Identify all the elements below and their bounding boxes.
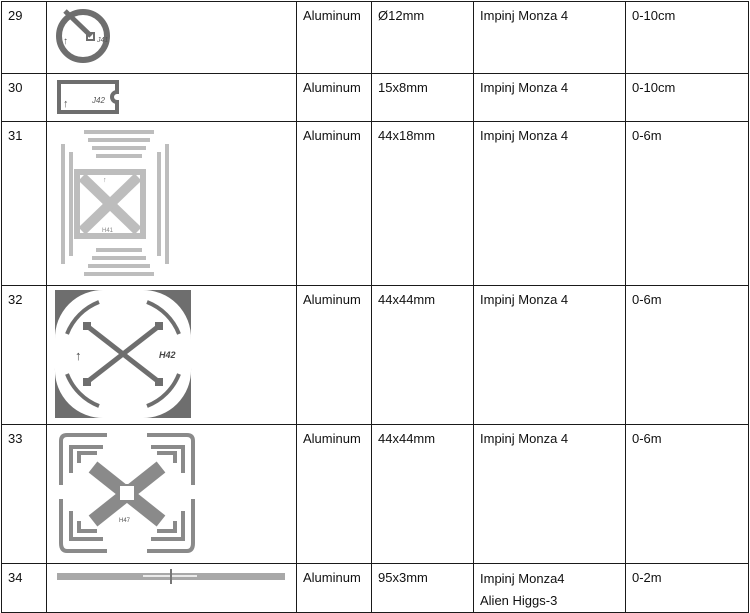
square-x-antenna-icon — [47, 286, 297, 424]
svg-text:H41: H41 — [102, 228, 114, 234]
chip-cell: Impinj Monza 4 — [474, 286, 626, 425]
meander-x-antenna-icon — [47, 425, 297, 563]
svg-text:↑: ↑ — [75, 348, 82, 363]
svg-text:H47: H47 — [119, 518, 131, 524]
svg-text:↑: ↑ — [63, 36, 68, 47]
chip-cell: Impinj Monza 4 — [474, 425, 626, 564]
dipole-x-antenna-icon — [47, 122, 297, 285]
strip-antenna-icon — [47, 564, 297, 611]
size-cell: 44x18mm — [372, 122, 474, 286]
chip-line: Impinj Monza4 — [480, 571, 565, 586]
table-row — [2, 2, 749, 74]
row-number: 34 — [2, 564, 47, 613]
material-cell: Aluminum — [297, 74, 372, 122]
tag-image-cell — [47, 564, 297, 613]
size-cell: 44x44mm — [372, 425, 474, 564]
chip-cell: Impinj Monza 4 — [474, 74, 626, 122]
tag-image-cell — [47, 122, 297, 286]
svg-text:↑: ↑ — [63, 98, 69, 110]
size-cell: Ø12mm — [372, 2, 474, 74]
table-row — [2, 74, 749, 122]
table-row — [2, 564, 749, 613]
row-number: 32 — [2, 286, 47, 425]
row-number: 30 — [2, 74, 47, 122]
table-row — [2, 122, 749, 286]
svg-text:H42: H42 — [159, 350, 176, 360]
size-cell: 15x8mm — [372, 74, 474, 122]
round-tag-icon — [47, 2, 297, 73]
svg-text:J41: J41 — [97, 37, 109, 44]
tag-image-cell — [47, 74, 297, 122]
rect-tag-icon — [47, 74, 297, 121]
svg-text:↑: ↑ — [103, 177, 107, 184]
material-cell: Aluminum — [297, 425, 372, 564]
range-cell: 0-10cm — [626, 2, 749, 74]
row-number: 29 — [2, 2, 47, 74]
table-row — [2, 286, 749, 425]
tag-image-cell — [47, 286, 297, 425]
range-cell: 0-6m — [626, 122, 749, 286]
range-cell: 0-10cm — [626, 74, 749, 122]
svg-text:J42: J42 — [92, 96, 105, 105]
chip-cell: Impinj Monza 4 — [474, 122, 626, 286]
material-cell: Aluminum — [297, 122, 372, 286]
range-cell: 0-2m — [626, 564, 749, 613]
material-cell: Aluminum — [297, 2, 372, 74]
row-number: 33 — [2, 425, 47, 564]
tag-image-cell — [47, 425, 297, 564]
tag-image-cell — [47, 2, 297, 74]
chip-line: Alien Higgs-3 — [480, 593, 558, 608]
chip-cell — [474, 564, 626, 613]
size-cell: 95x3mm — [372, 564, 474, 613]
row-number: 31 — [2, 122, 47, 286]
material-cell: Aluminum — [297, 564, 372, 613]
range-cell: 0-6m — [626, 286, 749, 425]
spec-table — [1, 1, 749, 613]
material-cell: Aluminum — [297, 286, 372, 425]
chip-cell: Impinj Monza 4 — [474, 2, 626, 74]
size-cell: 44x44mm — [372, 286, 474, 425]
table-row — [2, 425, 749, 564]
range-cell: 0-6m — [626, 425, 749, 564]
